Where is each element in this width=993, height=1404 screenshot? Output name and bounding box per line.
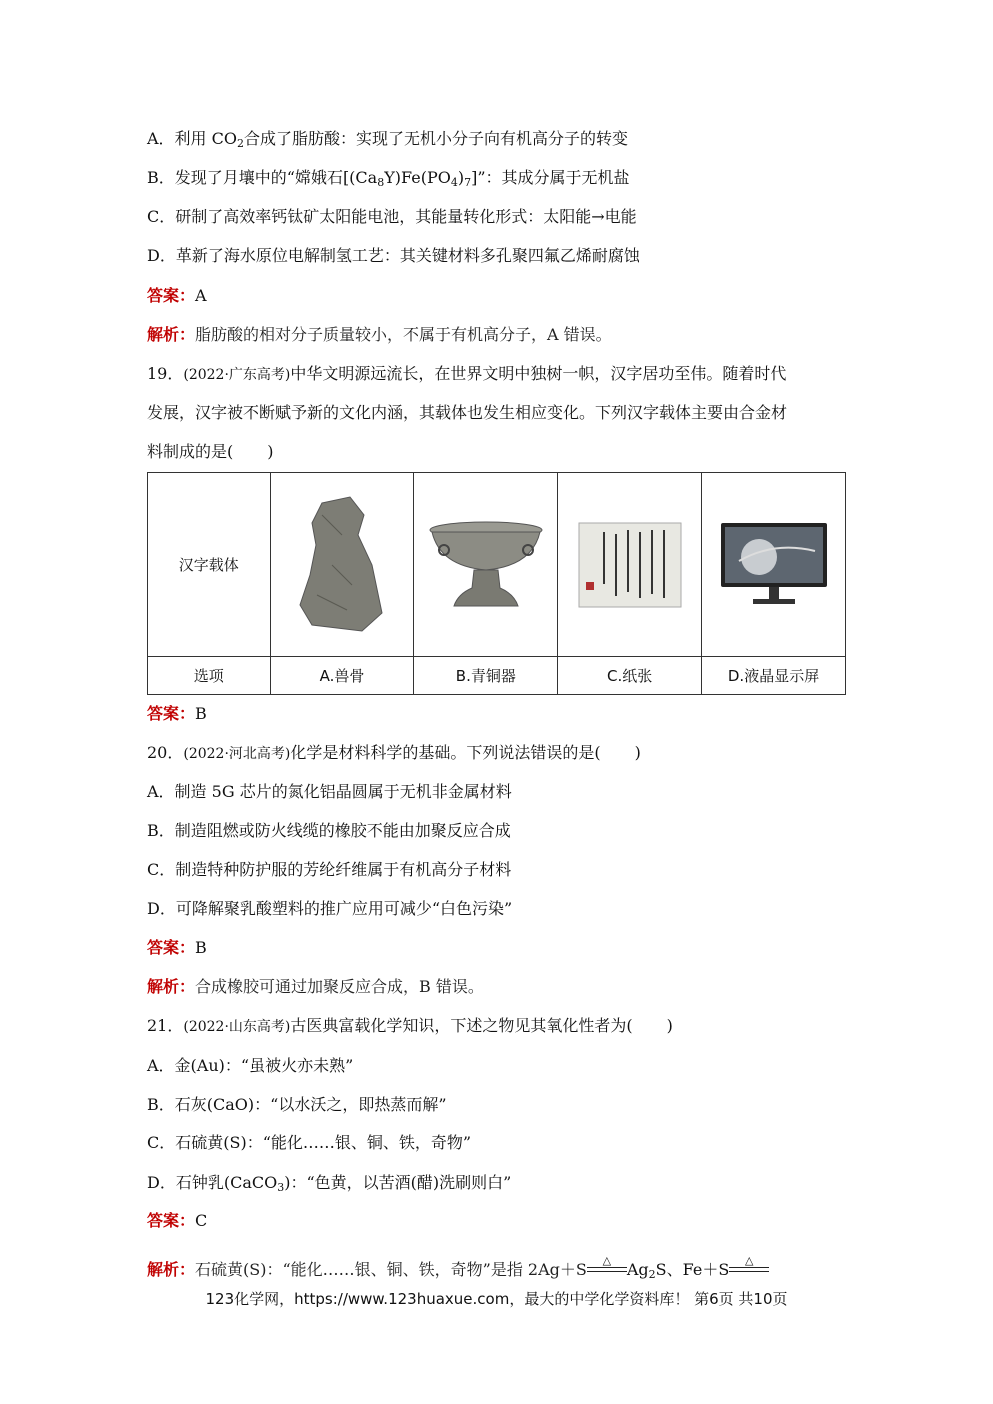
q21-option-c: C．石硫黄(S)：“能化……银、铜、铁，奇物”: [147, 1133, 472, 1152]
q20-option-c: C．制造特种防护服的芳纶纤维属于有机高分子材料: [147, 860, 512, 879]
table-header-option: 选项: [148, 657, 271, 695]
q21-option-a: A．金(Au)：“虽被火亦未熟”: [147, 1056, 354, 1075]
q21-option-d: D．石钟乳(CaCO$_3$)：“色黄，以苦酒(醋)洗刷则白”: [147, 1173, 512, 1194]
option-b-image: [414, 473, 558, 657]
q18-option-d: D．革新了海水原位电解制氢工艺：其关键材料多孔聚四氟乙烯耐腐蚀: [147, 246, 640, 265]
option-b-label: B.青铜器: [414, 657, 558, 695]
bronze-vessel-icon: [428, 520, 544, 610]
q18-explanation: 解析：脂肪酸的相对分子质量较小，不属于有机高分子，A 错误。: [147, 325, 612, 344]
q19-options-table: [147, 472, 846, 695]
q18-option-c: C．研制了高效率钙钛矿太阳能电池，其能量转化形式：太阳能→电能: [147, 207, 637, 226]
option-a-image: [270, 473, 414, 657]
bone-icon: [292, 495, 392, 635]
heat-equals-sign-2: △: [729, 1264, 769, 1278]
q21-answer: 答案：C: [147, 1211, 208, 1230]
q20-option-a: A．制造 5G 芯片的氮化铝晶圆属于无机非金属材料: [147, 782, 512, 801]
q20-explanation: 解析：合成橡胶可通过加聚反应合成，B 错误。: [147, 977, 484, 996]
option-c-label: C.纸张: [558, 657, 702, 695]
q20-stem: 20．(2022·河北高考)化学是材料科学的基础。下列说法错误的是( ): [147, 743, 641, 762]
option-d-label: D.液晶显示屏: [702, 657, 846, 695]
q19-stem-line2: 发展，汉字被不断赋予新的文化内涵，其载体也发生相应变化。下列汉字载体主要由合金材: [147, 403, 788, 422]
q18-option-b: B．发现了月壤中的“嫦娥石$[(Ca_8Y)Fe(PO_4)_7]$”：其成分属于无机盐: [147, 168, 630, 189]
q20-option-b: B．制造阻燃或防火线缆的橡胶不能由加聚反应合成: [147, 821, 511, 840]
q20-answer: 答案：B: [147, 938, 207, 957]
q19-answer: 答案：B: [147, 704, 207, 723]
q18-option-a: A．利用 $CO_2$合成了脂肪酸：实现了无机小分子向有机高分子的转变: [147, 129, 629, 150]
page-footer: 123化学网，https://www.123huaxue.com，最大的中学化学资料库！ 第6页 共10页: [205, 1290, 788, 1308]
option-c-image: [558, 473, 702, 657]
q20-option-d: D．可降解聚乳酸塑料的推广应用可减少“白色污染”: [147, 899, 513, 918]
lcd-monitor-icon: [719, 521, 829, 609]
q19-stem-line3: 料制成的是( ): [147, 442, 274, 461]
q21-explanation: 解析：石硫黄(S)：“能化……银、铜、铁，奇物”是指 2Ag＋S △ $Ag_2S$、Fe＋S △: [147, 1259, 769, 1281]
calligraphy-paper-icon: [578, 522, 682, 608]
option-d-image: [702, 473, 846, 657]
table-header-carrier: 汉字载体: [148, 473, 271, 657]
q21-option-b: B．石灰(CaO)：“以水沃之，即热蒸而解”: [147, 1095, 447, 1114]
option-a-label: A.兽骨: [270, 657, 414, 695]
q18-answer: 答案：A: [147, 286, 207, 305]
q21-stem: 21．(2022·山东高考)古医典富载化学知识，下述之物见其氧化性者为( ): [147, 1016, 673, 1035]
heat-equals-sign: △: [587, 1264, 627, 1278]
q19-stem-line1: 19．(2022·广东高考)中华文明源远流长，在世界文明中独树一帜，汉字居功至伟。随着时代: [147, 364, 787, 383]
